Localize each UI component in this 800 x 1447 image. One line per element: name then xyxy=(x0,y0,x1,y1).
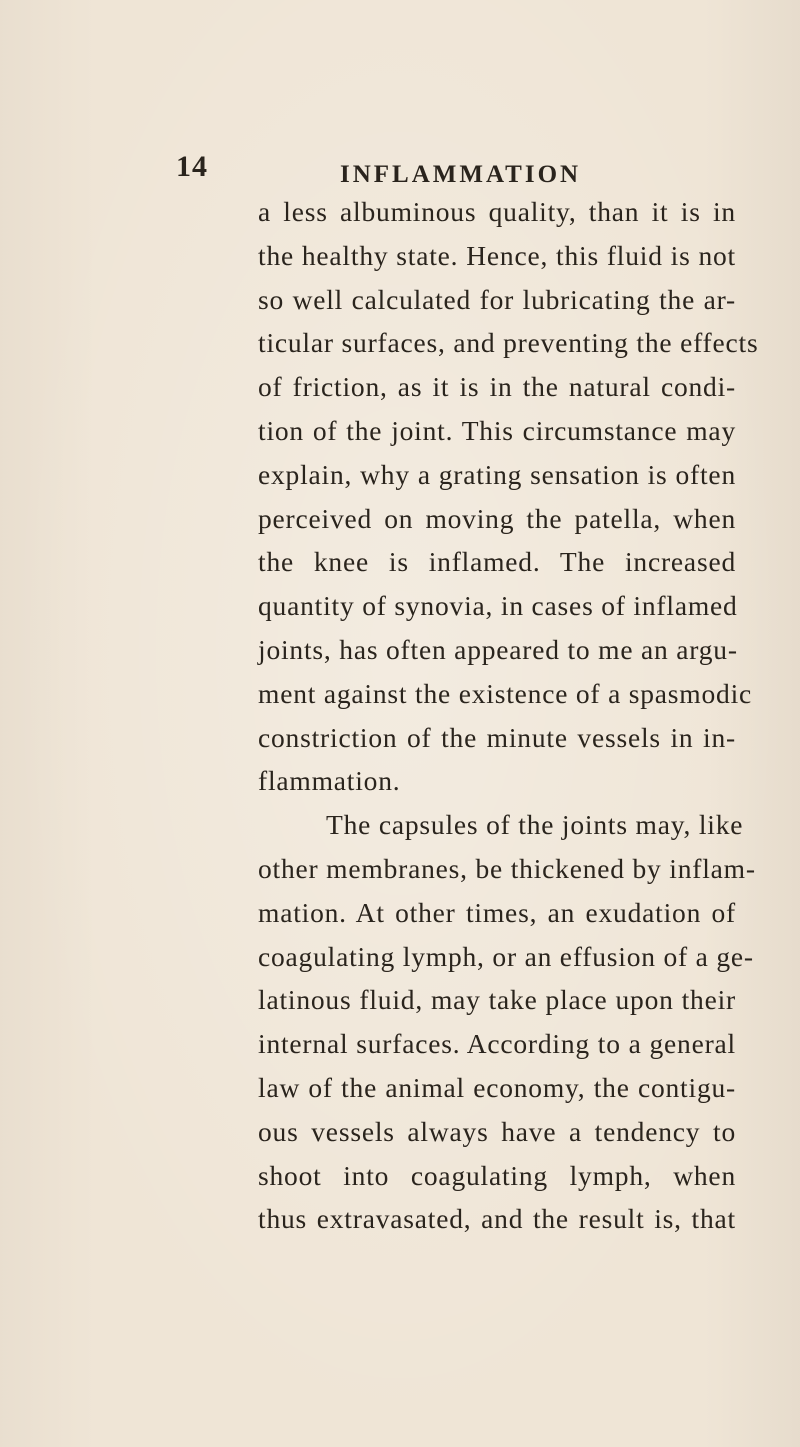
text-line: ous vessels always have a tendency to xyxy=(258,1115,736,1147)
text-line: latinous fluid, may take place upon their xyxy=(258,984,736,1016)
text-line: constriction of the minute vessels in in- xyxy=(258,721,736,753)
text-line: the knee is inflamed. The increased xyxy=(258,546,736,578)
page-number: 14 xyxy=(176,150,208,183)
text-line: internal surfaces. According to a general xyxy=(258,1028,736,1060)
text-line: joints, has often appeared to me an argu- xyxy=(258,633,738,665)
paragraph-end-line: flammation. xyxy=(258,765,401,797)
text-line: the healthy state. Hence, this fluid is not xyxy=(258,239,736,271)
text-line: so well calculated for lubricating the ar- xyxy=(258,283,736,315)
paragraph-start-line: The capsules of the joints may, like xyxy=(326,809,744,841)
text-line: law of the animal economy, the contigu- xyxy=(258,1071,736,1103)
running-head: INFLAMMATION xyxy=(340,161,582,188)
text-line: thus extravasated, and the result is, that xyxy=(258,1203,736,1235)
text-line: tion of the joint. This circumstance may xyxy=(258,414,736,446)
text-line: coagulating lymph, or an effusion of a ge- xyxy=(258,940,754,972)
text-line: ment against the existence of a spasmodic xyxy=(258,677,753,709)
text-line: quantity of synovia, in cases of inflamed xyxy=(258,590,738,622)
text-line: ticular surfaces, and preventing the effects xyxy=(258,327,759,359)
text-line: other membranes, be thickened by inflam- xyxy=(258,852,756,884)
text-line: explain, why a grating sensation is often xyxy=(258,458,736,490)
body-text xyxy=(258,190,759,1241)
text-line: perceived on moving the patella, when xyxy=(258,502,736,534)
text-line: shoot into coagulating lymph, when xyxy=(258,1159,736,1191)
text-line: a less albuminous quality, than it is in xyxy=(258,196,736,227)
text-line: of friction, as it is in the natural condi- xyxy=(258,371,736,403)
text-line: mation. At other times, an exudation of xyxy=(258,896,736,928)
